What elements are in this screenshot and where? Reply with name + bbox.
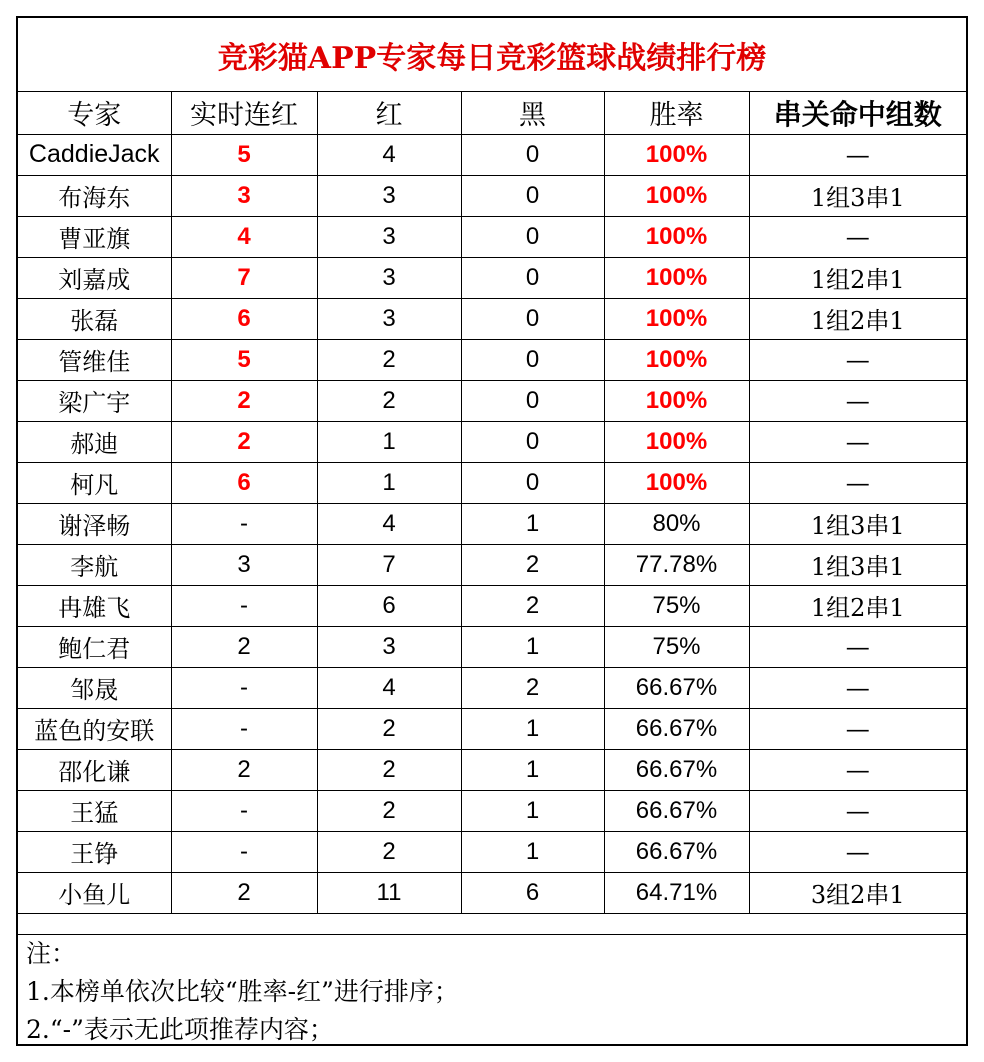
table-row <box>18 831 966 872</box>
black-count-cell: 0 <box>461 380 604 421</box>
page-title: 竞彩猫APP专家每日竞彩篮球战绩排行榜 <box>18 18 966 92</box>
parlay-hits-cell: 1组3串1 <box>749 544 966 585</box>
parlay-hits-cell: — <box>749 134 966 175</box>
red-count-cell: 3 <box>317 298 461 339</box>
red-count-cell: 2 <box>317 831 461 872</box>
live-streak-cell: 4 <box>171 216 317 257</box>
win-rate-cell: 100% <box>604 421 749 462</box>
red-count-cell: 1 <box>317 462 461 503</box>
black-count-cell: 1 <box>461 708 604 749</box>
red-count-cell: 3 <box>317 257 461 298</box>
parlay-hits-cell: 1组2串1 <box>749 298 966 339</box>
expert-name-cell: 王猛 <box>18 790 171 831</box>
table-row <box>18 749 966 790</box>
black-count-cell: 0 <box>461 134 604 175</box>
black-count-cell: 2 <box>461 544 604 585</box>
header-parlay-hits: 串关命中组数 <box>749 92 966 134</box>
red-count-cell: 2 <box>317 339 461 380</box>
expert-name-cell: 布海东 <box>18 175 171 216</box>
table-row <box>18 380 966 421</box>
expert-name-cell: 郝迪 <box>18 421 171 462</box>
black-count-cell: 1 <box>461 749 604 790</box>
table-row <box>18 462 966 503</box>
expert-name-cell: 管维佳 <box>18 339 171 380</box>
parlay-hits-cell: 1组2串1 <box>749 585 966 626</box>
expert-name-cell: 邹晟 <box>18 667 171 708</box>
header-live-streak: 实时连红 <box>171 92 317 134</box>
live-streak-cell: 7 <box>171 257 317 298</box>
header-black: 黑 <box>461 92 604 134</box>
header-win-rate: 胜率 <box>604 92 749 134</box>
parlay-hits-cell: — <box>749 749 966 790</box>
win-rate-cell: 100% <box>604 380 749 421</box>
notes-heading: 注： <box>26 939 77 968</box>
win-rate-cell: 100% <box>604 298 749 339</box>
red-count-cell: 2 <box>317 708 461 749</box>
parlay-hits-cell: — <box>749 790 966 831</box>
win-rate-cell: 100% <box>604 134 749 175</box>
live-streak-cell: 6 <box>171 298 317 339</box>
expert-name-cell: 刘嘉成 <box>18 257 171 298</box>
black-count-cell: 0 <box>461 216 604 257</box>
black-count-cell: 0 <box>461 175 604 216</box>
win-rate-cell: 66.67% <box>604 749 749 790</box>
win-rate-cell: 66.67% <box>604 790 749 831</box>
parlay-hits-cell: — <box>749 216 966 257</box>
notes-section <box>18 934 966 1049</box>
live-streak-cell: - <box>171 667 317 708</box>
black-count-cell: 2 <box>461 585 604 626</box>
table-body <box>18 134 966 913</box>
expert-name-cell: CaddieJack <box>18 134 171 175</box>
expert-name-cell: 曹亚旗 <box>18 216 171 257</box>
expert-name-cell: 王铮 <box>18 831 171 872</box>
table-row <box>18 667 966 708</box>
live-streak-cell: - <box>171 790 317 831</box>
live-streak-cell: 6 <box>171 462 317 503</box>
expert-name-cell: 李航 <box>18 544 171 585</box>
black-count-cell: 6 <box>461 872 604 913</box>
black-count-cell: 0 <box>461 298 604 339</box>
table-row <box>18 339 966 380</box>
live-streak-cell: 2 <box>171 421 317 462</box>
black-count-cell: 1 <box>461 503 604 544</box>
parlay-hits-cell: — <box>749 339 966 380</box>
ranking-sheet <box>16 16 968 1046</box>
win-rate-cell: 66.67% <box>604 708 749 749</box>
table-row <box>18 134 966 175</box>
black-count-cell: 0 <box>461 421 604 462</box>
table-row <box>18 175 966 216</box>
red-count-cell: 1 <box>317 421 461 462</box>
red-count-cell: 4 <box>317 503 461 544</box>
parlay-hits-cell: — <box>749 667 966 708</box>
black-count-cell: 1 <box>461 831 604 872</box>
table-row <box>18 503 966 544</box>
table-row <box>18 257 966 298</box>
live-streak-cell: 2 <box>171 749 317 790</box>
parlay-hits-cell: 1组3串1 <box>749 175 966 216</box>
win-rate-cell: 64.71% <box>604 872 749 913</box>
red-count-cell: 11 <box>317 872 461 913</box>
win-rate-cell: 100% <box>604 257 749 298</box>
win-rate-cell: 100% <box>604 339 749 380</box>
red-count-cell: 2 <box>317 380 461 421</box>
red-count-cell: 4 <box>317 667 461 708</box>
black-count-cell: 1 <box>461 790 604 831</box>
parlay-hits-cell: 3组2串1 <box>749 872 966 913</box>
table-header-row <box>18 92 966 134</box>
live-streak-cell: 3 <box>171 544 317 585</box>
live-streak-cell: 2 <box>171 380 317 421</box>
red-count-cell: 3 <box>317 626 461 667</box>
table-row <box>18 585 966 626</box>
expert-name-cell: 梁广宇 <box>18 380 171 421</box>
table-row <box>18 790 966 831</box>
live-streak-cell: - <box>171 708 317 749</box>
win-rate-cell: 77.78% <box>604 544 749 585</box>
parlay-hits-cell: — <box>749 708 966 749</box>
red-count-cell: 6 <box>317 585 461 626</box>
table-row <box>18 216 966 257</box>
live-streak-cell: 5 <box>171 134 317 175</box>
win-rate-cell: 75% <box>604 626 749 667</box>
win-rate-cell: 100% <box>604 462 749 503</box>
live-streak-cell: - <box>171 503 317 544</box>
expert-name-cell: 冉雄飞 <box>18 585 171 626</box>
expert-name-cell: 小鱼儿 <box>18 872 171 913</box>
ranking-table <box>18 92 966 914</box>
win-rate-cell: 80% <box>604 503 749 544</box>
expert-name-cell: 柯凡 <box>18 462 171 503</box>
table-row <box>18 708 966 749</box>
expert-name-cell: 鲍仁君 <box>18 626 171 667</box>
black-count-cell: 0 <box>461 257 604 298</box>
expert-name-cell: 邵化谦 <box>18 749 171 790</box>
live-streak-cell: 3 <box>171 175 317 216</box>
expert-name-cell: 张磊 <box>18 298 171 339</box>
black-count-cell: 0 <box>461 339 604 380</box>
header-expert: 专家 <box>18 92 171 134</box>
live-streak-cell: 2 <box>171 872 317 913</box>
expert-name-cell: 谢泽畅 <box>18 503 171 544</box>
live-streak-cell: - <box>171 831 317 872</box>
header-red: 红 <box>317 92 461 134</box>
note-line-2: 2.“-”表示无此项推荐内容； <box>26 1015 334 1044</box>
red-count-cell: 2 <box>317 790 461 831</box>
parlay-hits-cell: 1组2串1 <box>749 257 966 298</box>
live-streak-cell: 5 <box>171 339 317 380</box>
note-line-1: 1.本榜单依次比较“胜率-红”进行排序； <box>26 977 459 1006</box>
parlay-hits-cell: — <box>749 380 966 421</box>
table-row <box>18 544 966 585</box>
live-streak-cell: - <box>171 585 317 626</box>
red-count-cell: 7 <box>317 544 461 585</box>
expert-name-cell: 蓝色的安联 <box>18 708 171 749</box>
parlay-hits-cell: — <box>749 462 966 503</box>
red-count-cell: 3 <box>317 175 461 216</box>
win-rate-cell: 100% <box>604 175 749 216</box>
table-row <box>18 298 966 339</box>
win-rate-cell: 66.67% <box>604 831 749 872</box>
red-count-cell: 2 <box>317 749 461 790</box>
parlay-hits-cell: — <box>749 831 966 872</box>
win-rate-cell: 75% <box>604 585 749 626</box>
live-streak-cell: 2 <box>171 626 317 667</box>
table-row <box>18 872 966 913</box>
table-row <box>18 626 966 667</box>
win-rate-cell: 66.67% <box>604 667 749 708</box>
win-rate-cell: 100% <box>604 216 749 257</box>
red-count-cell: 3 <box>317 216 461 257</box>
black-count-cell: 0 <box>461 462 604 503</box>
black-count-cell: 1 <box>461 626 604 667</box>
parlay-hits-cell: — <box>749 421 966 462</box>
parlay-hits-cell: 1组3串1 <box>749 503 966 544</box>
red-count-cell: 4 <box>317 134 461 175</box>
table-row <box>18 421 966 462</box>
parlay-hits-cell: — <box>749 626 966 667</box>
black-count-cell: 2 <box>461 667 604 708</box>
